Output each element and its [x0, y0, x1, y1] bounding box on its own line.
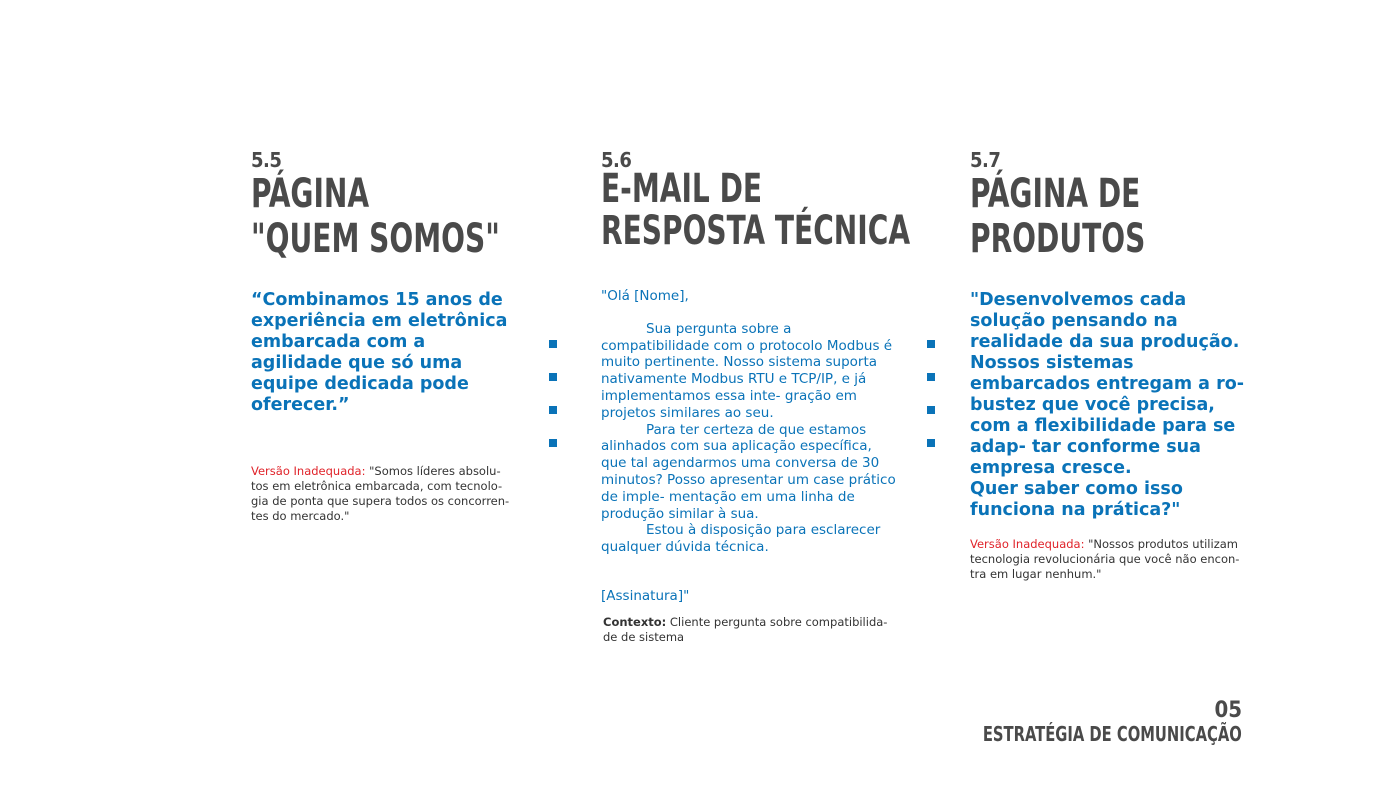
email-greeting: "Olá [Nome], — [601, 288, 689, 304]
title-line-1: PÁGINA DE — [970, 171, 1141, 217]
email-body — [601, 288, 897, 605]
email-paragraph-3: Estou à disposição para esclarecer qualquer dúvida técnica. — [601, 522, 881, 556]
page-section-label: ESTRATÉGIA DE COMUNICAÇÃO — [983, 722, 1242, 746]
bullet-square-icon — [549, 439, 557, 447]
section-number-5-6: 5.6 — [601, 148, 632, 172]
email-paragraph-2: Para ter certeza de que estamos alinhados com sua aplicação específica, que tal agendarmos uma conversa de 30 minutos? Posso apresentar um case prático de imple- mentação em uma linha de produção similar à sua. — [601, 421, 896, 522]
section-number-5-5: 5.5 — [251, 148, 282, 172]
bullet-square-icon — [549, 373, 557, 381]
quote-5-5: “Combinamos 15 anos de experiência em eletrônica embarcada com a agilidade que só uma equipe dedicada pode oferecer.” — [251, 290, 508, 415]
title-line-2: PRODUTOS — [970, 216, 1146, 262]
inadequate-text: "Nossos produtos utilizam tecnologia revolucionária que você não encon- tra em lugar nenhum." — [970, 537, 1240, 581]
context-note — [603, 615, 888, 645]
quote-part-2: Quer saber como isso funciona na prática?" — [970, 479, 1183, 520]
context-text: Cliente pergunta sobre compatibilida- de de sistema — [603, 615, 888, 644]
bullet-square-icon — [549, 340, 557, 348]
bullet-square-icon — [927, 340, 935, 348]
context-label: Contexto: — [603, 615, 667, 629]
section-title-5-5 — [251, 172, 500, 262]
section-title-5-7 — [970, 172, 1145, 262]
bullet-square-icon — [927, 406, 935, 414]
bullet-square-icon — [927, 439, 935, 447]
bullet-square-icon — [549, 406, 557, 414]
title-line-1: PÁGINA — [251, 171, 370, 217]
email-paragraph-1: Sua pergunta sobre a compatibilidade com o protocolo Modbus é muito pertinente. Nosso sistema suporta nativamente Modbus RTU e TCP/IP, e já implementamos essa inte- gração em projetos similares ao seu. — [601, 320, 893, 421]
email-signature: [Assinatura]" — [601, 587, 690, 604]
inadequate-label: Versão Inadequada: — [970, 537, 1085, 551]
page-section-number: 05 — [1214, 698, 1242, 723]
quote-5-7 — [970, 290, 1255, 521]
inadequate-label: Versão Inadequada: — [251, 464, 366, 478]
bullet-square-icon — [927, 373, 935, 381]
section-number-5-7: 5.7 — [970, 148, 1001, 172]
title-line-2: "QUEM SOMOS" — [251, 216, 500, 262]
inadequate-text: "Somos líderes absolu- tos em eletrônica embarcada, com tecnolo- gia de ponta que supera todos os concorren- tes do mercado." — [251, 464, 510, 523]
inadequate-version-5-5 — [251, 464, 513, 524]
title-line-1: E-MAIL DE — [601, 166, 763, 212]
inadequate-version-5-7 — [970, 537, 1245, 582]
title-line-2: RESPOSTA TÉCNICA — [601, 208, 911, 254]
section-title-5-6 — [601, 168, 910, 252]
quote-part-1: "Desenvolvemos cada solução pensando na realidade da sua produção. Nossos sistemas embarcados entregam a ro- bustez que você precisa, com a flexibilidade para se adap- tar conforme sua empresa cresce. — [970, 290, 1244, 478]
